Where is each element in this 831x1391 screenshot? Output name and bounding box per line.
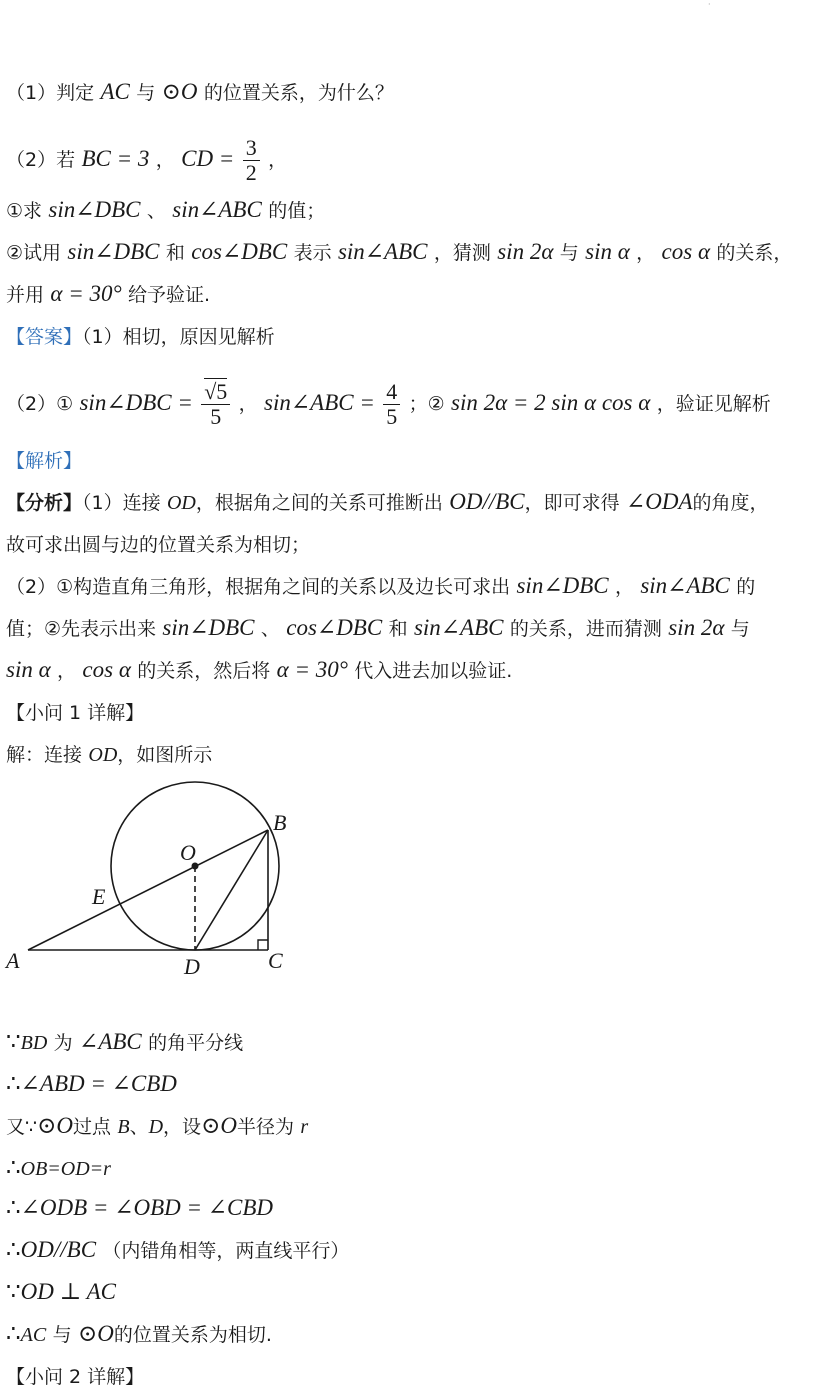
answer2-suffix: ，验证见解析: [656, 393, 771, 415]
q2b-mark: ②试用: [6, 242, 62, 264]
q2c-expr: α = 30°: [50, 281, 122, 306]
fenxi4-sep: 、: [260, 618, 280, 640]
q2-cd-num: 3: [243, 136, 260, 161]
fenxi3-p2: 的: [736, 576, 756, 598]
sub2-title: [6, 1362, 144, 1391]
q2a-suffix: 的值；: [268, 200, 326, 222]
answer2-prefix: （2）①: [6, 393, 74, 415]
step3-p2: 过点: [72, 1116, 111, 1138]
label-b: B: [273, 810, 287, 835]
fenxi4-and: 和: [388, 618, 408, 640]
fenxi-line-2: [6, 530, 310, 559]
q2-cd-fraction: [243, 136, 260, 185]
q2-end: ，: [268, 149, 288, 171]
analysis-label: 【解析】: [6, 450, 83, 472]
fenxi3-e2: sin∠ABC: [640, 573, 730, 598]
fenxi-p2: ，根据角之间的关系可推断出: [195, 492, 443, 514]
solution-1: [6, 740, 212, 769]
corner-mark: ·: [708, 0, 711, 9]
step3-r: r: [300, 1116, 309, 1138]
label-d: D: [184, 954, 200, 979]
q2b-rep: 表示: [293, 242, 332, 264]
sol1-p2: ，如图所示: [117, 744, 213, 766]
right-angle-mark: [258, 940, 268, 950]
step7-e: OD ⊥ AC: [20, 1279, 116, 1304]
fenxi3-p1: （2）①构造直角三角形，根据角之间的关系以及边长可求出: [6, 576, 511, 598]
answer2-frac-1: [201, 380, 230, 429]
sub1-title: [6, 698, 144, 727]
q1-circle-o: ⊙O: [161, 79, 198, 104]
answer2-e3: sin 2α = 2 sin α cos α: [451, 390, 651, 415]
question-2c: [6, 280, 210, 309]
fenxi-p1: （1）连接: [82, 492, 161, 514]
answer2-f1-den: 5: [210, 404, 222, 429]
question-2: [6, 136, 287, 185]
answer-text: （1）相切，原因见解析: [82, 326, 275, 348]
fenxi-line-1: [6, 488, 769, 517]
q2a-e2: sin∠ABC: [172, 197, 262, 222]
fenxi-od: OD: [166, 492, 196, 514]
analysis-heading: [6, 446, 82, 475]
q2-bc: BC = 3: [81, 146, 150, 171]
fenxi4-p1: 值；②先表示出来: [6, 618, 157, 640]
answer2-f2-den: 5: [386, 404, 398, 429]
fenxi-line-3: [6, 572, 755, 601]
step-5: [6, 1194, 273, 1222]
sol1-od: OD: [88, 744, 118, 766]
q1-ac: AC: [100, 79, 130, 104]
step-6: [6, 1236, 349, 1265]
step-1: [6, 1028, 243, 1057]
fenxi5-p1: 的关系，然后将: [137, 660, 271, 682]
answer2-e2: sin∠ABC =: [264, 390, 375, 415]
step3-p4: ，设: [163, 1116, 202, 1138]
step8-p2: 的位置关系为相切.: [113, 1324, 272, 1346]
q1-suffix: 的位置关系，为什么？: [203, 82, 394, 104]
q2b-with: 与: [559, 242, 579, 264]
fenxi-label: 【分析】: [6, 492, 83, 514]
answer2-e1: sin∠DBC =: [79, 390, 193, 415]
step8-ac: AC: [20, 1324, 47, 1346]
step8-circ: ⊙O: [77, 1321, 114, 1346]
label-c: C: [268, 948, 283, 973]
step8-sym: ∴: [6, 1321, 21, 1346]
step6-sym: ∴: [6, 1237, 21, 1262]
q2b-e1: sin∠DBC: [67, 239, 160, 264]
fenxi4-e1: sin∠DBC: [162, 615, 255, 640]
step5-sym: ∴: [6, 1195, 21, 1220]
fenxi-p3: ，即可求得: [524, 492, 620, 514]
question-1: [6, 78, 394, 107]
q2b-e3: sin∠ABC: [337, 239, 428, 264]
q2-sep: ，: [155, 149, 175, 171]
fenxi4-p2: 的关系，进而猜测: [509, 618, 662, 640]
fenxi5-p2: 代入进去加以验证.: [354, 660, 513, 682]
q2b-c2: ，: [636, 242, 656, 264]
q2b-e2: cos∠DBC: [191, 239, 288, 264]
step-3: [6, 1112, 308, 1141]
answer-line-1: [6, 322, 275, 351]
step3-circ2: ⊙O: [201, 1113, 237, 1138]
fenxi5-e1: sin α: [6, 657, 51, 682]
answer2-frac-2: [383, 380, 400, 429]
fenxi-line-4: [6, 614, 750, 643]
step7-sym: ∵: [6, 1279, 21, 1304]
step-7: [6, 1278, 116, 1306]
fenxi-p4: 的角度，: [692, 492, 769, 514]
q2-cd-den: 2: [245, 160, 257, 185]
sub1-title-text: 【小问 1 详解】: [6, 702, 145, 724]
sub2-title-text: 【小问 2 详解】: [6, 1366, 145, 1388]
step3-p5: 半径为: [236, 1116, 294, 1138]
label-e: E: [92, 884, 106, 909]
step4-sym: ∴: [6, 1155, 21, 1180]
q2b-e4: sin 2α: [497, 239, 554, 264]
question-2b: [6, 238, 792, 267]
step6-e: OD//BC: [20, 1237, 97, 1262]
fenxi3-e1: sin∠DBC: [516, 573, 609, 598]
answer2-f1-num: [201, 380, 230, 405]
fenxi5-c: ，: [57, 660, 77, 682]
q2-cd: CD =: [181, 146, 235, 171]
answer2-c1: ；②: [408, 393, 445, 415]
fenxi3-c: ，: [614, 576, 634, 598]
step-4: [6, 1154, 111, 1183]
step2-e: ∠ABD = ∠CBD: [20, 1071, 177, 1096]
step5-e: ∠ODB = ∠OBD = ∠CBD: [20, 1195, 274, 1220]
fenxi4-e2: cos∠DBC: [286, 615, 383, 640]
step6-p: （内错角相等，两直线平行）: [102, 1240, 350, 1262]
q2b-e6: cos α: [661, 239, 711, 264]
step1-e1: ∠ABC: [79, 1029, 142, 1054]
fenxi-line-5: [6, 656, 512, 685]
step1-p2: 的角平分线: [148, 1032, 244, 1054]
answer-line-2: [6, 380, 771, 429]
fenxi4-e3: sin∠ABC: [413, 615, 504, 640]
sol1-p1: 解：连接: [6, 744, 83, 766]
step-8: [6, 1320, 272, 1349]
label-a: A: [6, 948, 20, 973]
q2-prefix: （2）若: [6, 149, 76, 171]
answer2-f2-num: 4: [383, 380, 400, 405]
fenxi-odbc: OD//BC: [449, 489, 525, 514]
q2b-and: 和: [165, 242, 185, 264]
fenxi5-e3: α = 30°: [276, 657, 348, 682]
q2a-sep: 、: [146, 200, 166, 222]
step3-b: B: [117, 1116, 130, 1138]
step1-p1: 为: [53, 1032, 73, 1054]
q2b-e5: sin α: [585, 239, 630, 264]
step3-circ: ⊙O: [37, 1113, 73, 1138]
q1-prefix: （1）判定: [6, 82, 95, 104]
answer2-sep: ，: [238, 393, 258, 415]
q2c-suffix: 给予验证.: [128, 284, 211, 306]
step3-d: D: [148, 1116, 164, 1138]
question-2a: [6, 196, 325, 225]
q2b-suffix: 的关系，: [716, 242, 793, 264]
step8-p1: 与: [52, 1324, 72, 1346]
q2a-mark: ①求: [6, 200, 43, 222]
answer2-f1-num-text: √5: [204, 379, 228, 404]
fenxi4-e4: sin 2α: [668, 615, 725, 640]
q2c-prefix: 并用: [6, 284, 45, 306]
q2a-e1: sin∠DBC: [48, 197, 141, 222]
fenxi4-with: 与: [730, 618, 750, 640]
geometry-diagram: [0, 770, 320, 990]
step1-bd: BD: [20, 1032, 48, 1054]
fenxi5-e2: cos α: [82, 657, 131, 682]
answer-label: 【答案】: [6, 326, 83, 348]
step3-p3: 、: [129, 1116, 149, 1138]
label-o: O: [180, 840, 196, 865]
q1-mid: 与: [136, 82, 156, 104]
q2b-c1: ，猜测: [433, 242, 491, 264]
step1-sym: ∵: [6, 1029, 21, 1054]
step4-e: OB=OD=r: [20, 1158, 111, 1180]
step2-sym: ∴: [6, 1071, 21, 1096]
fenxi2: 故可求出圆与边的位置关系为相切；: [6, 534, 311, 556]
step-2: [6, 1070, 177, 1098]
step3-p1: 又∵: [6, 1116, 38, 1138]
fenxi-oda: ∠ODA: [626, 489, 693, 514]
